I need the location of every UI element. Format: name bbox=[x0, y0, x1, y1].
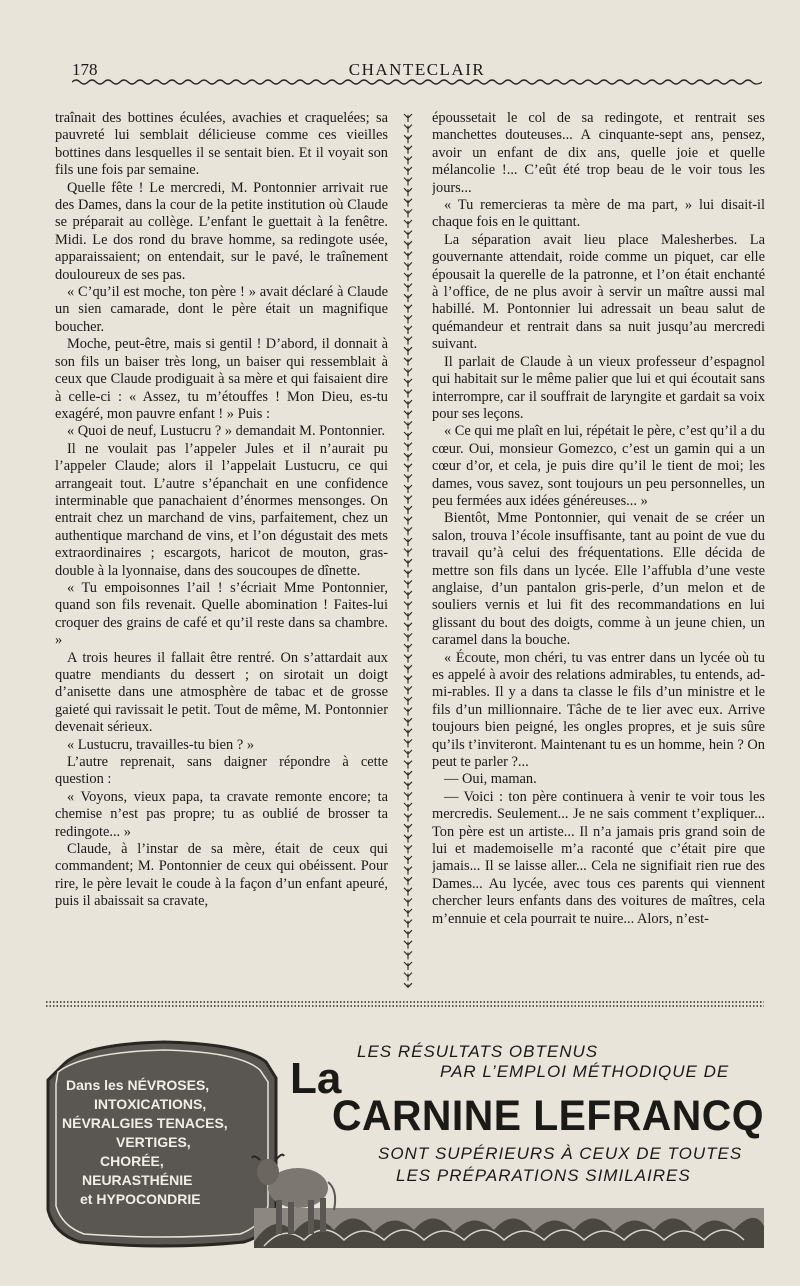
divider-ornament bbox=[404, 951, 412, 959]
divider-ornament bbox=[404, 835, 412, 843]
divider-ornament bbox=[404, 188, 412, 196]
divider-ornament bbox=[404, 814, 412, 822]
divider-ornament bbox=[404, 591, 412, 599]
divider-ornament bbox=[404, 517, 412, 525]
divider-ornament bbox=[404, 761, 412, 769]
running-title: CHANTECLAIR bbox=[348, 60, 486, 79]
divider-ornament bbox=[404, 867, 412, 875]
divider-ornament bbox=[404, 718, 412, 726]
paragraph: « Tu remercieras ta mère de ma part, » lui disait-il chaque fois en le quittant. bbox=[432, 197, 765, 231]
divider-ornament bbox=[404, 474, 412, 482]
divider-ornament bbox=[404, 782, 412, 790]
divider-ornament bbox=[404, 580, 412, 588]
paragraph: « Voyons, vieux papa, ta cravate remonte encore; ta chemise n’est pas propre; tu as oublié de brosser ta redingote... » bbox=[55, 788, 388, 840]
divider-ornament bbox=[404, 930, 412, 938]
paragraph: Moche, peut-être, mais si gentil ! D’abord, il donnait à son fils un baiser très long, un baiser qui ressemblait à ceux que Claude prodiguait à sa mère et qui faisaient dire à celle-ci : « Assez, tu m’étouffes ! Mon Dieu, es-tu exagéré, mon pauvre enfant ! » Puis : bbox=[55, 336, 388, 422]
divider-ornament bbox=[404, 167, 412, 175]
right-column bbox=[432, 110, 765, 990]
divider-ornament bbox=[404, 421, 412, 429]
divider-ornament bbox=[404, 453, 412, 461]
divider-ornament bbox=[404, 114, 412, 122]
divider-ornament bbox=[404, 697, 412, 705]
paragraph: « C’qu’il est moche, ton père ! » avait déclaré à Claude un sien camarade, dont le père était un magnifique boucher. bbox=[55, 284, 388, 335]
divider-ornament bbox=[404, 443, 412, 451]
condition-item: NÉVRALGIES TENACES, bbox=[62, 1115, 228, 1131]
paragraph: « Ce qui me plaît en lui, répétait le père, c’est qu’il a du cœur. Oui, monsieur Gomezco, c’est un gamin qui a un cœur d’or, et cela, je puis dire qu’il le tient de moi; les dames, vous savez, sont toujours un peu personnelles, un peu fermées aux idées généreuses... » bbox=[432, 423, 765, 509]
divider-ornament bbox=[404, 347, 412, 355]
divider-ornament bbox=[404, 920, 412, 928]
paragraph: — Oui, maman. bbox=[444, 771, 537, 788]
divider-ornament bbox=[404, 241, 412, 249]
condition-item: NEURASTHÉNIE bbox=[82, 1172, 193, 1188]
paragraph: traînait des bottines éculées, avachies et craquelées; sa pauvreté lui semblait délicieuse comme ces vieilles bottines dans lesquelles il se sentait bien. Et il voyait son fils une fois par semaine. bbox=[55, 110, 388, 179]
divider-ornament bbox=[404, 803, 412, 811]
divider-ornament bbox=[404, 973, 412, 981]
divider-ornament bbox=[404, 294, 412, 302]
divider-ornament bbox=[404, 326, 412, 334]
divider-ornament bbox=[404, 411, 412, 419]
condition-item: et HYPOCONDRIE bbox=[80, 1191, 201, 1207]
divider-ornament bbox=[404, 824, 412, 832]
paragraph: Il parlait de Claude à un vieux professeur d’espagnol qui habitait sur le même palier que lui et qui écoutait sans interrompre, car il souffrait de laryngite et gardait sa voix pour ses leçons. bbox=[432, 353, 765, 422]
divider-ornament bbox=[404, 432, 412, 440]
divider-ornament bbox=[404, 665, 412, 673]
divider-ornament bbox=[404, 877, 412, 885]
paragraph: « Écoute, mon chéri, tu vas entrer dans un lycée où tu es appelé à avoir des relations admirables, tu entends, ad-mi-rables. Il y a dans ta classe le fils d’un ministre et le fils d’un millionnaire. Tâche de te lier avec eux. Arrive toujours bien peigné, les ongles propres, et je suis sûre qu’ils t’inviteront. Maintenant tu es un homme, hein ? On peut te parler ?... bbox=[432, 649, 765, 771]
divider-ornament bbox=[404, 729, 412, 737]
divider-ornament bbox=[404, 273, 412, 281]
paragraph: L’autre reprenait, sans daigner répondre à cette question : bbox=[55, 754, 388, 788]
ad-tagline: PAR L’EMPLOI MÉTHODIQUE DE bbox=[440, 1062, 730, 1081]
divider-ornament bbox=[404, 379, 412, 387]
divider-ornament bbox=[404, 199, 412, 207]
ad-tagline: SONT SUPÉRIEURS À CEUX DE TOUTES bbox=[378, 1144, 743, 1163]
page-number: 178 bbox=[72, 60, 98, 79]
divider-ornament bbox=[404, 178, 412, 186]
divider-ornament bbox=[404, 549, 412, 557]
brand-name: CARNINE LEFRANCQ bbox=[332, 1092, 764, 1140]
paragraph: Bientôt, Mme Pontonnier, qui venait de se créer un salon, trouva l’école insuffisante, tant au point de vue du travail qu’à celui des fréquentations. Elle décida de mettre son fils dans un lycée. Elle l’affubla d’une veste anglaise, d’un pantalon gris-perle, d’un melon et de souliers vernis et lui fit des recommandations en lui glissant du bout des doigts, comme à un jeune chien, un caramel dans la bouche. bbox=[432, 510, 765, 649]
divider-ornament bbox=[404, 305, 412, 313]
divider-ornament bbox=[404, 623, 412, 631]
divider-ornament bbox=[404, 708, 412, 716]
divider-ornament bbox=[404, 559, 412, 567]
divider-ornament bbox=[404, 644, 412, 652]
divider-ornament bbox=[404, 856, 412, 864]
paragraph: La séparation avait lieu place Malesherbes. La gouvernante attendait, roide comme un piquet, car elle épousait la querelle de la patronne, et l’on était enchanté à l’office, de ne plus avoir à servir un maître aussi mal habillé. M. Pontonnier lui adressait un beau salut de quémandeur et rentrait dans sa nuit jusqu’au mercredi suivant. bbox=[432, 231, 765, 353]
divider-ornament bbox=[404, 898, 412, 906]
divider-ornament bbox=[404, 368, 412, 376]
divider-ornament bbox=[404, 686, 412, 694]
divider-ornament bbox=[404, 612, 412, 620]
condition-item: VERTIGES, bbox=[116, 1134, 191, 1150]
divider-ornament bbox=[404, 750, 412, 758]
divider-ornament bbox=[404, 146, 412, 154]
divider-ornament bbox=[404, 570, 412, 578]
divider-ornament bbox=[404, 209, 412, 217]
divider-ornament bbox=[404, 252, 412, 260]
dotted-separator bbox=[46, 1000, 764, 1008]
paragraph: A trois heures il fallait être rentré. On s’attardait aux quatre mendiants du dessert ; on sirotait un doigt d’anisette dans une atmosphère de tabac et de grosse gaieté qui ravissait le petit. Tout de même, M. Pontonnier devenait sérieux. bbox=[55, 649, 388, 736]
divider-ornament bbox=[404, 771, 412, 779]
divider-ornament bbox=[404, 909, 412, 917]
paragraph: « Tu empoisonnes l’ail ! s’écriait Mme Pontonnier, quand son fils revenait. Quelle abomination ! Faites-lui croquer des grains de café et qu’il reste dans sa chambre. » bbox=[55, 579, 388, 649]
divider-ornament bbox=[404, 358, 412, 366]
divider-ornament bbox=[404, 792, 412, 800]
header-wavy-rule bbox=[72, 78, 762, 86]
paragraph: Claude, à l’instar de sa mère, était de ceux qui commandent; M. Pontonnier de ceux qui obéissent. Pour rire, le père levait le coude à la façon d’un enfant apeuré, puis il abaissait sa cravate, bbox=[55, 841, 388, 910]
paragraph: « Quoi de neuf, Lustucru ? » demandait M. Pontonnier. bbox=[67, 423, 386, 440]
advertisement bbox=[44, 1030, 764, 1256]
left-column bbox=[55, 110, 388, 990]
column-divider-ornament bbox=[401, 112, 415, 988]
divider-ornament bbox=[404, 506, 412, 514]
paragraph: Quelle fête ! Le mercredi, M. Pontonnier arrivait rue des Dames, dans la cour de la petite institution où Claude se préparait au collège. L’enfant le guettait à la fenêtre. Midi. Le dos rond du brave homme, sa redingote usée, apparaissaient; on entendait, sur le pavé, le traînement douloureux de ses pas. bbox=[55, 179, 388, 283]
ad-tagline: LES PRÉPARATIONS SIMILAIRES bbox=[396, 1166, 691, 1185]
ad-conditions-list bbox=[56, 1076, 256, 1209]
divider-ornament bbox=[404, 655, 412, 663]
paragraph: — Voici : ton père continuera à venir te voir tous les mercredis. Seulement... Je ne sais comment t’expliquer... Ton père est un artiste... Il n’a jamais pris grand soin de lui et mademoiselle m’a raconté que c’était pire que jamais... Il se laisse aller... Cela ne signifiait rien rue des Dames... Au lycée, avec tous ces parents qui viennent chercher leurs enfants dans des voitures de maîtres, cela m’ennuie et cela pourrait te nuire... Alors, n’est- bbox=[432, 788, 765, 927]
divider-ornament bbox=[404, 337, 412, 345]
divider-ornament bbox=[404, 390, 412, 398]
divider-ornament bbox=[404, 262, 412, 270]
divider-ornament bbox=[404, 485, 412, 493]
divider-ornament bbox=[404, 125, 412, 133]
divider-ornament bbox=[404, 231, 412, 239]
divider-ornament bbox=[404, 633, 412, 641]
divider-ornament bbox=[404, 676, 412, 684]
divider-ornament bbox=[404, 527, 412, 535]
divider-ornament bbox=[404, 284, 412, 292]
divider-ornament bbox=[404, 135, 412, 143]
paragraph: Il ne voulait pas l’appeler Jules et il n’aurait pu l’appeler Claude; alors il l’appelait Lustucru, ce qui arrangeait tout. L’autre s’épanchait en une confidence interminable que panachaient d’énormes mensonges. On entrait chez un marchand de vins, parfaitement, chez un authentique marchand de vins, et l’on dégustait des mets extraordinaires ; escargots, haricot de mouton, gras-double à la lyonnaise, dans des soucoupes de dînette. bbox=[55, 440, 388, 579]
divider-ornament bbox=[404, 602, 412, 610]
divider-ornament bbox=[404, 983, 412, 988]
divider-ornament bbox=[404, 739, 412, 747]
ad-tagline: LES RÉSULTATS OBTENUS bbox=[357, 1042, 599, 1061]
cow-illustration bbox=[250, 1130, 340, 1240]
condition-item: Dans les NÉVROSES, bbox=[66, 1077, 210, 1093]
paragraph: époussetait le col de sa redingote, et rentrait ses manchettes douteuses... A cinquante-sept ans, pensez, avoir un enfant de dix ans, quelle joie et quelle mélancolie !... C’eût été trop beau de le voir tous les jours... bbox=[432, 110, 765, 196]
paragraph: « Lustucru, travailles-tu bien ? » bbox=[67, 736, 255, 753]
divider-ornament bbox=[404, 888, 412, 896]
divider-ornament bbox=[404, 400, 412, 408]
divider-ornament bbox=[404, 962, 412, 970]
divider-ornament bbox=[404, 845, 412, 853]
divider-ornament bbox=[404, 156, 412, 164]
divider-ornament bbox=[404, 464, 412, 472]
divider-ornament bbox=[404, 496, 412, 504]
divider-ornament bbox=[404, 220, 412, 228]
divider-ornament bbox=[404, 315, 412, 323]
divider-ornament bbox=[404, 538, 412, 546]
condition-item: CHORÉE, bbox=[100, 1153, 164, 1169]
condition-item: INTOXICATIONS, bbox=[94, 1096, 207, 1112]
brand-prefix: La bbox=[290, 1054, 342, 1103]
divider-ornament bbox=[404, 941, 412, 949]
